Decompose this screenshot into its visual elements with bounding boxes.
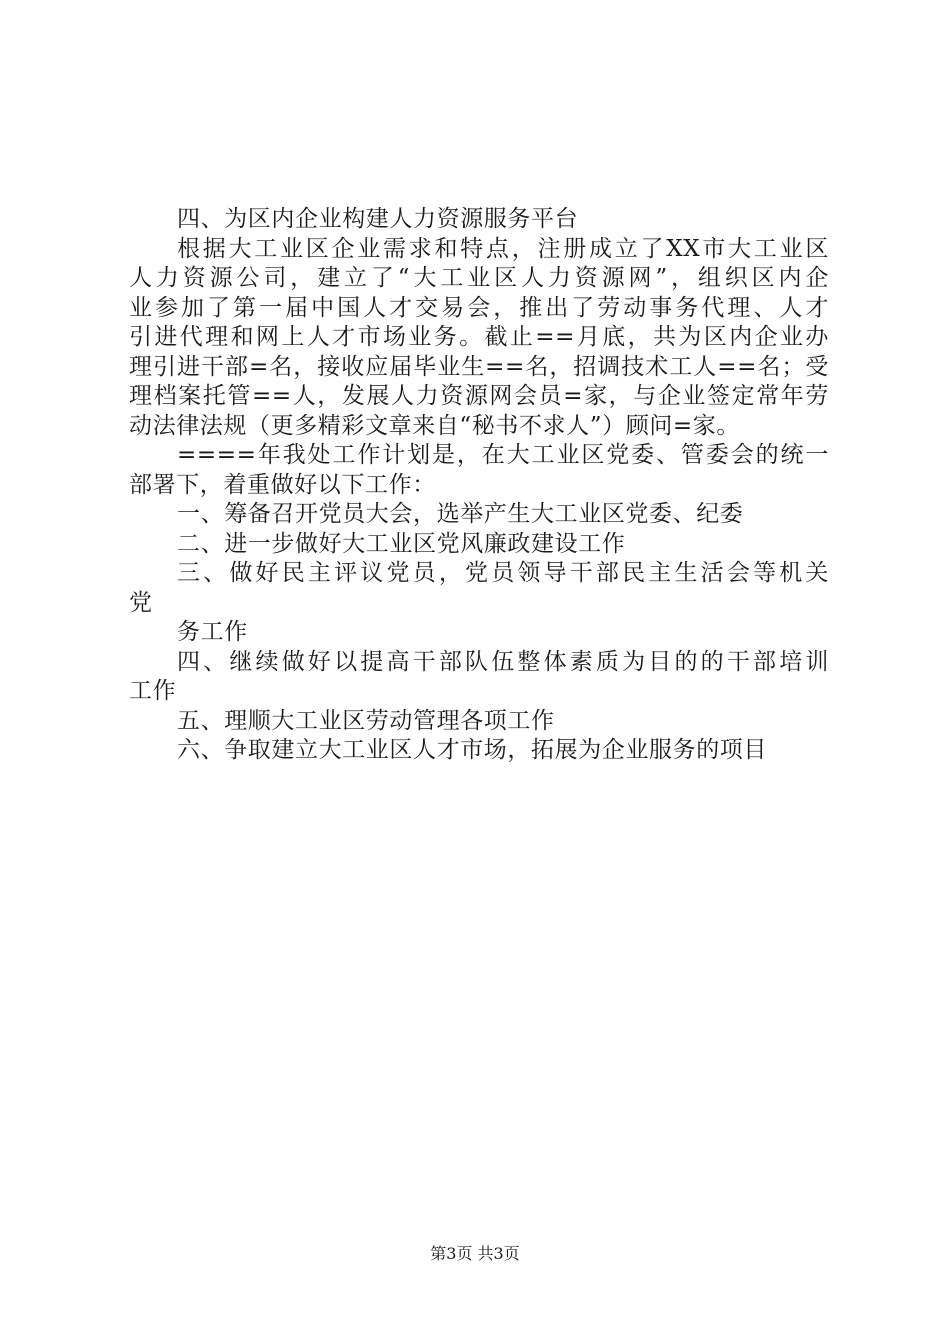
document-body <box>129 205 829 766</box>
plan-item: 四、继续做好以提高干部队伍整体素质为目的的干部培训 <box>177 648 829 675</box>
plan-item-continuation: 务工作 <box>177 619 248 645</box>
paragraph-line: 人力资源公司，建立了“大工业区人力资源网”，组织区内企 <box>129 265 829 291</box>
paragraph-line: 动法律法规（更多精彩文章来自“秘书不求人”）顾问=家。 <box>129 412 740 439</box>
section-heading: 四、为区内企业构建人力资源服务平台 <box>177 206 579 232</box>
paragraph-line: 根据大工业区企业需求和特点，注册成立了XX市大工业区 <box>177 235 829 262</box>
plan-item: 三、做好民主评议党员，党员领导干部民主生活会等机关 <box>177 560 829 586</box>
plan-item: 二、进一步做好大工业区党风廉政建设工作 <box>177 530 626 557</box>
paragraph-line: 业参加了第一届中国人才交易会，推出了劳动事务代理、人才 <box>129 294 829 321</box>
plan-item: 五、理顺大工业区劳动管理各项工作 <box>177 707 555 734</box>
page-footer: 第3页 共3页 <box>430 1244 520 1263</box>
plan-item-continuation: 党 <box>129 589 153 616</box>
paragraph-line: 部署下，着重做好以下工作： <box>129 471 436 498</box>
plan-item: 一、筹备召开党员大会，选举产生大工业区党委、纪委 <box>177 501 744 527</box>
plan-item: 六、争取建立大工业区人才市场，拓展为企业服务的项目 <box>177 737 767 763</box>
paragraph-line: ====年我处工作计划是，在大工业区党委、管委会的统一 <box>177 442 829 468</box>
plan-item-continuation: 工作 <box>129 678 177 704</box>
paragraph-line: 理档案托管==人，发展人力资源网会员=家，与企业签定常年劳 <box>129 383 829 409</box>
paragraph-line: 引进代理和网上人才市场业务。截止==月底，共为区内企业办 <box>129 324 829 350</box>
paragraph-line: 理引进干部=名，接收应届毕业生==名，招调技术工人==名；受 <box>129 353 829 380</box>
